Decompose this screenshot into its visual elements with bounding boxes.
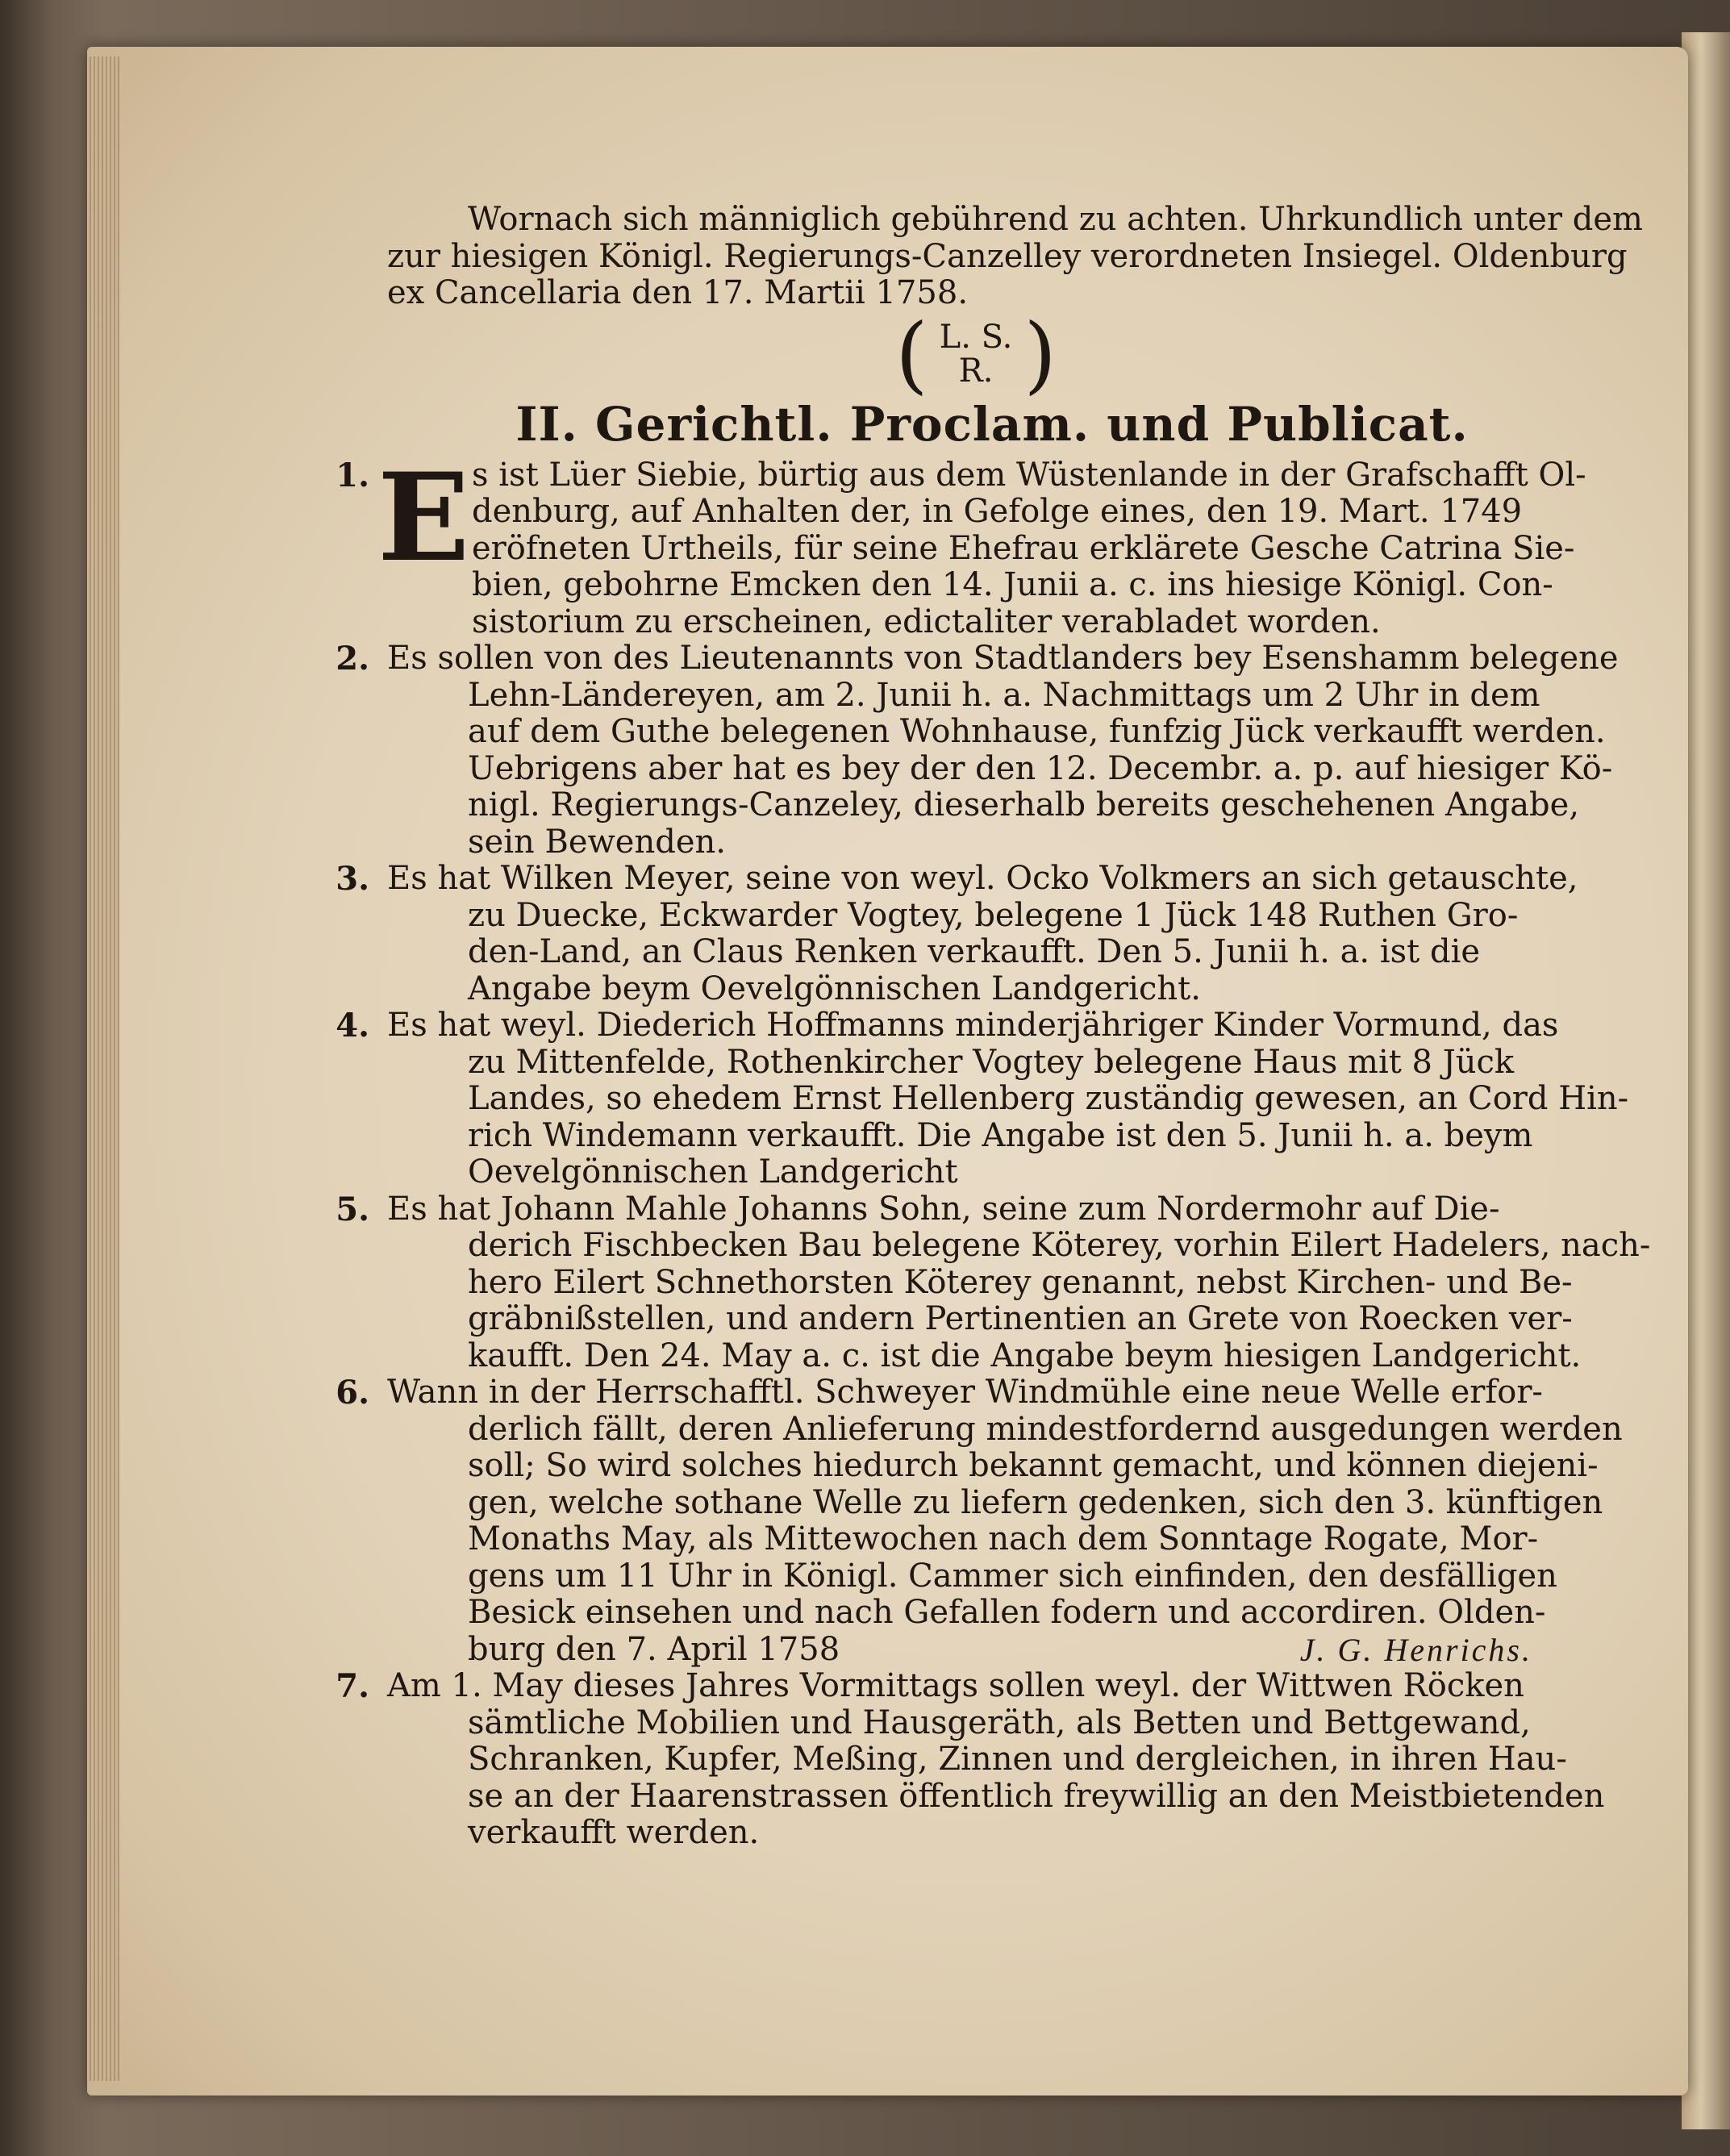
seal-left-paren: ( [895,304,928,403]
seal-top: L. S. [939,318,1013,356]
item-line: Landes, so ehedem Ernst Hellenberg zuständig gewesen, an Cord Hin- [468,1080,1629,1117]
item-number: 7. [336,1667,369,1705]
item-number: 5. [336,1190,369,1228]
item-line: Lehn-Ländereyen, am 2. Junii h. a. Nachmittags um 2 Uhr in dem [468,676,1540,714]
seal-right-paren: ) [1023,304,1057,403]
item-line: gräbnißstellen, und andern Pertinentien an Grete von Roecken ver- [468,1300,1573,1337]
seal-bottom: R. [958,352,994,390]
item-line: zu Duecke, Eckwarder Vogtey, belegene 1 Jück 148 Ruthen Gro- [468,896,1519,934]
item-line: Schranken, Kupfer, Meßing, Zinnen und dergleichen, in ihren Hau- [468,1741,1567,1778]
item-line: bien, gebohrne Emcken den 14. Junii a. c. ins hiesige Königl. Con- [472,566,1553,603]
item-line: rich Windemann verkaufft. Die Angabe ist den 5. Junii h. a. beym [468,1116,1533,1154]
item-line: denburg, auf Anhalten der, in Gefolge eines, den 19. Mart. 1749 [472,493,1523,530]
list-item [336,1190,1651,1375]
item-line: Wann in der Herrschafftl. Schweyer Windmühle eine neue Welle erfor- [387,1374,1543,1411]
intro-line: ex Cancellaria den 17. Martii 1758. [387,274,969,311]
item-line: Angabe beym Oevelgönnischen Landgericht. [468,970,1201,1007]
item-line: zu Mittenfelde, Rothenkircher Vogtey belegene Haus mit 8 Jück [468,1043,1515,1081]
item-line: Es hat Johann Mahle Johanns Sohn, seine zum Nordermohr auf Die- [387,1190,1500,1228]
item-line: derich Fischbecken Bau belegene Köterey, vorhin Eilert Hadelers, nach- [468,1227,1651,1264]
item-line: auf dem Guthe belegenen Wohnhause, funfzig Jück verkaufft werden. [468,713,1606,750]
item-line: soll; So wird solches hiedurch bekannt gemacht, und können diejeni- [468,1447,1599,1484]
intro-line: zur hiesigen Königl. Regierungs-Canzelley verordneten Insiegel. Oldenburg [387,237,1628,275]
item-line: se an der Haarenstrassen öffentlich freywillig an den Meistbietenden [468,1777,1605,1815]
seal-mark [387,304,1565,403]
item-line: kaufft. Den 24. May a. c. ist die Angabe beym hiesigen Landgericht. [468,1337,1582,1374]
item-line: sistorium zu erscheinen, edictaliter verabladet worden. [472,603,1381,640]
item-line: Es sollen von des Lieutenannts von Stadtlanders bey Esenshamm belegene [387,640,1619,677]
list-item [336,1374,1623,1668]
item-line: derlich fällt, deren Anlieferung mindestfordernd ausgedungen werden [468,1410,1623,1448]
item-line: Oevelgönnischen Landgericht [468,1153,958,1191]
item-line: gen, welche sothane Welle zu liefern gedenken, sich den 3. künftigen [468,1483,1603,1521]
date-signature-row [387,1632,1565,1669]
item-line: Am 1. May dieses Jahres Vormittags sollen weyl. der Wittwen Röcken [387,1667,1524,1704]
item-line: Monaths May, als Mittewochen nach dem Sonntage Rogate, Mor- [468,1520,1539,1558]
page-stack-edges [87,56,119,2081]
item-line: Besick einsehen und nach Gefallen fodern und accordiren. Olden- [468,1594,1546,1631]
item-line: verkaufft werden. [468,1814,760,1851]
item-line: gens um 11 Uhr in Königl. Cammer sich einfinden, den desfälligen [468,1557,1557,1595]
list-item [336,1007,1629,1191]
item-line: Es hat Wilken Meyer, seine von weyl. Ocko Volkmers an sich getauschte, [387,860,1578,897]
list-item [336,446,1586,641]
signature: J. G. Henrichs. [1299,1631,1532,1668]
item-line: s ist Lüer Siebie, bürtig aus dem Wüstenlande in der Grafschafft Ol- [472,456,1586,494]
list-item [336,1667,1605,1852]
seal-inner [928,319,1024,388]
item-line: nigl. Regierungs-Canzeley, dieserhalb bereits geschehenen Angabe, [468,786,1580,824]
adjacent-page-edge [1682,32,1730,2129]
item-number: 6. [336,1374,369,1412]
item-line: den-Land, an Claus Renken verkaufft. Den 5. Junii h. a. ist die [468,933,1481,970]
item-number: 2. [336,640,369,678]
date-line: burg den 7. April 1758 [468,1630,840,1668]
list-item [336,860,1578,1007]
item-line: sämtliche Mobilien und Hausgeräth, als Betten und Bettgewand, [468,1704,1531,1741]
intro-line: Wornach sich männiglich gebührend zu achten. Uhrkundlich unter dem [468,201,1643,238]
item-number: 3. [336,860,369,898]
item-line: eröfneten Urtheils, für seine Ehefrau erklärete Gesche Catrina Sie- [472,529,1575,567]
intro-paragraph [387,201,1643,312]
item-line: Es hat weyl. Diederich Hoffmanns minderjähriger Kinder Vormund, das [387,1007,1559,1044]
section-heading: II. Gerichtl. Proclam. und Publicat. [515,396,1469,452]
item-number: 1. [336,456,369,494]
item-line: hero Eilert Schnethorsten Köterey genannt, nebst Kirchen- und Be- [468,1263,1573,1301]
drop-cap: E [377,446,470,589]
item-number: 4. [336,1007,369,1045]
item-line: Uebrigens aber hat es bey der den 12. Decembr. a. p. auf hiesiger Kö- [468,749,1613,787]
item-line: sein Bewenden. [468,823,726,861]
page-text [336,201,1651,1852]
list-item [336,640,1619,861]
